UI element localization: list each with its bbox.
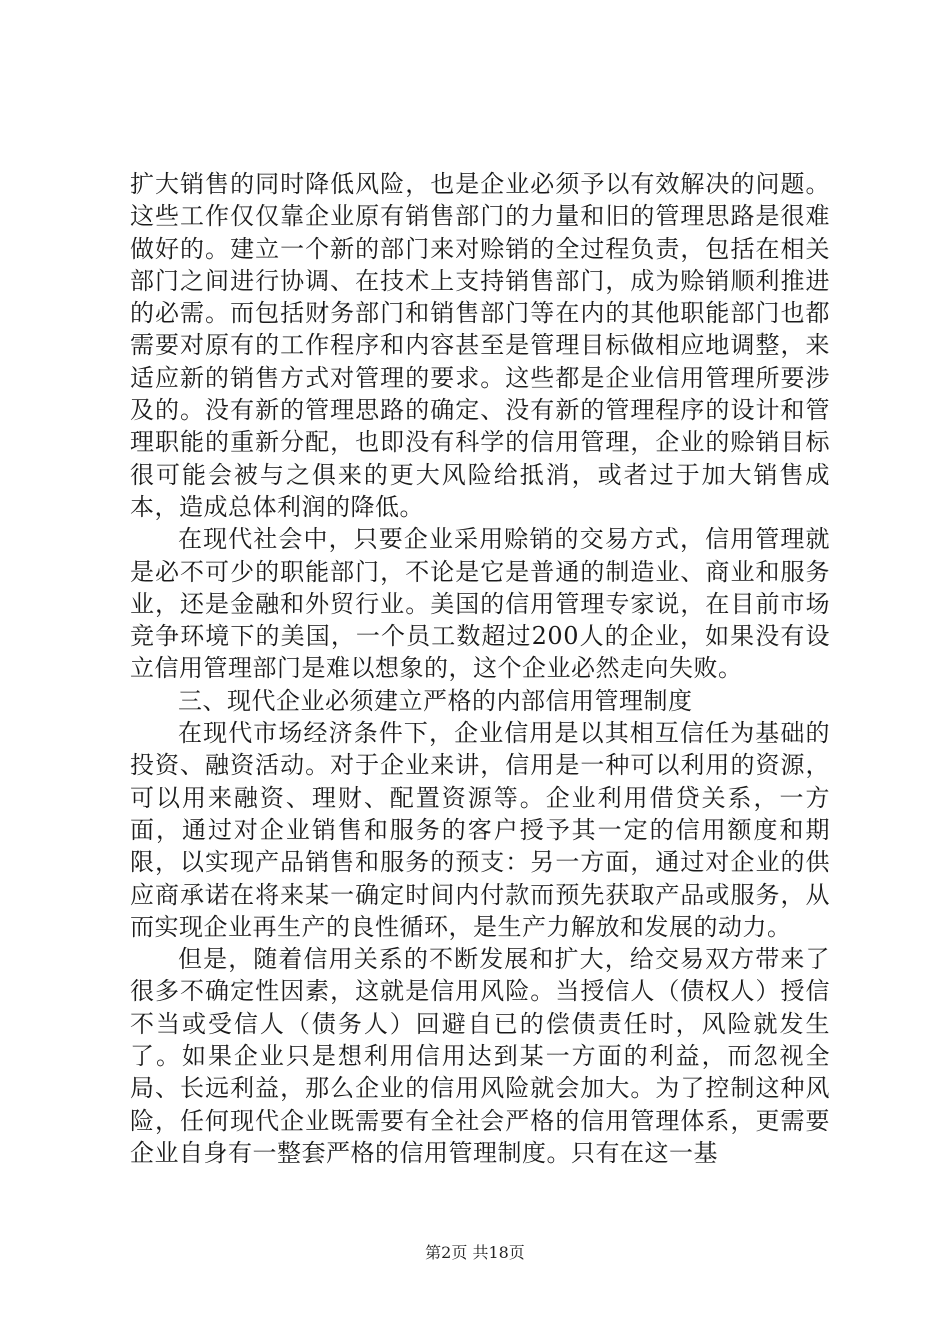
page-number-footer: 第2页 共18页 [425, 1243, 525, 1262]
document-body [130, 168, 830, 1169]
paragraph-2: 在现代社会中，只要企业采用赊销的交易方式，信用管理就是必不可少的职能部门，不论是它是普通的制造业、商业和服务业，还是金融和外贸行业。美国的信用管理专家说，在目前市场竞争环境下的美国，一个员工数超过200人的企业，如果没有设立信用管理部门是难以想象的，这个企业必然走向失败。 [130, 525, 830, 683]
paragraph-4: 但是，随着信用关系的不断发展和扩大，给交易双方带来了很多不确定性因素，这就是信用风险。当授信人（债权人）授信不当或受信人（债务人）回避自已的偿债责任时，风险就发生了。如果企业只是想利用信用达到某一方面的利益，而忽视全局、长远利益，那么企业的信用风险就会加大。为了控制这种风险，任何现代企业既需要有全社会严格的信用管理体系，更需要企业自身有一整套严格的信用管理制度。只有在这一基 [130, 945, 830, 1167]
paragraph-3: 在现代市场经济条件下，企业信用是以其相互信任为基础的投资、融资活动。对于企业来讲，信用是一种可以利用的资源，可以用来融资、理财、配置资源等。企业利用借贷关系，一方面，通过对企业销售和服务的客户授予其一定的信用额度和期限，以实现产品销售和服务的预支：另一方面，通过对企业的供应商承诺在将来某一确定时间内付款而预先获取产品或服务，从而实现企业再生产的良性循环，是生产力解放和发展的动力。 [130, 719, 830, 941]
paragraph-1: 扩大销售的同时降低风险，也是企业必须予以有效解决的问题。这些工作仅仅靠企业原有销售部门的力量和旧的管理思路是很难做好的。建立一个新的部门来对赊销的全过程负责，包括在相关部门之间进行协调、在技术上支持销售部门，成为赊销顺利推进的必需。而包括财务部门和销售部门等在内的其他职能部门也都需要对原有的工作程序和内容甚至是管理目标做相应地调整，来适应新的销售方式对管理的要求。这些都是企业信用管理所要涉及的。没有新的管理思路的确定、没有新的管理程序的设计和管理职能的重新分配，也即没有科学的信用管理，企业的赊销目标很可能会被与之俱来的更大风险给抵消，或者过于加大销售成本，造成总体利润的降低。 [130, 170, 830, 521]
section-heading: 三、现代企业必须建立严格的内部信用管理制度 [178, 686, 693, 715]
